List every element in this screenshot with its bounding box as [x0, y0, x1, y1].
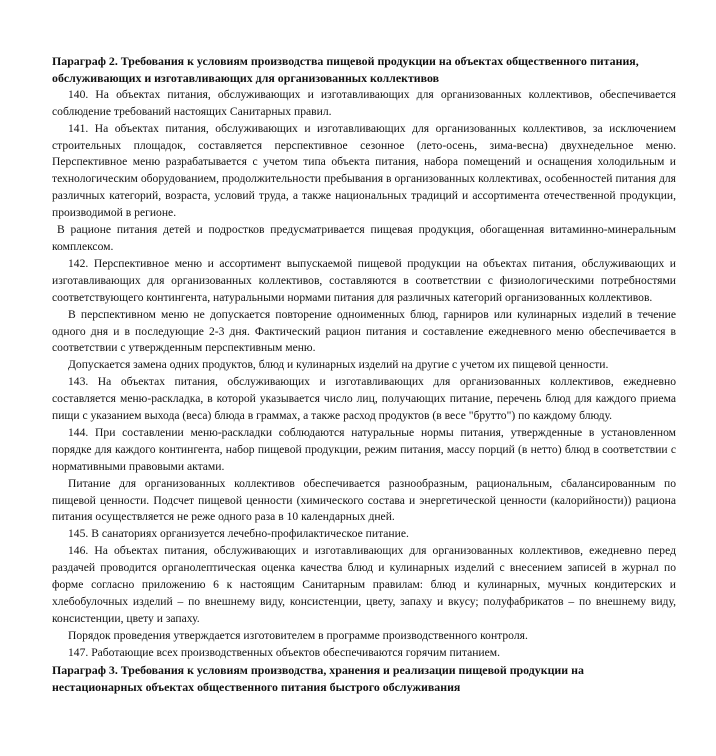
- clause-141: 141. На объектах питания, обслуживающих и изготавливающих для организованных коллективов, за исключением строительных площадок, составляется перспективное сезонное (лето-осень, зима-весна) двухнедельное меню. Перспективное меню разрабатывается с учетом типа объекта питания, набора помещений и оснащения холодильным и технологическим оборудованием, продолжительности пребывания в организованных коллективах, особенностей питания для различных категорий, возраста, условий труда, а также национальных традиций и ассортимента отечественной продукции, производимой в регионе.: [52, 121, 676, 220]
- document-page: [52, 53, 676, 695]
- clause-142-menu-repetition: В перспективном меню не допускается повторение одноименных блюд, гарниров или кулинарных изделий в течение одного дня и в последующие 2-3 дня. Фактический рацион питания и составление ежедневного меню обеспечивается в соответствии с утвержденным перспективным меню.: [52, 307, 676, 355]
- clause-145: 145. В санаториях организуется лечебно-профилактическое питание.: [68, 527, 409, 541]
- clause-144: 144. При составлении меню-раскладки соблюдаются натуральные нормы питания, утвержденные в установленном порядке для каждого контингента, набор пищевой продукции, режим питания, массу порций (в нетто) блюд в соответствии с нормативными правовыми актами.: [52, 425, 676, 473]
- section-heading-paragraph-2: Параграф 2. Требования к условиям производства пищевой продукции на объектах общественного питания, обслуживающих и изготавливающих для организованных коллективов: [52, 54, 639, 85]
- clause-141-children-nutrition: В рационе питания детей и подростков предусматривается пищевая продукция, обогащенная витаминно-минеральным комплексом.: [52, 223, 676, 253]
- section-heading-paragraph-3: Параграф 3. Требования к условиям производства, хранения и реализации пищевой продукции на нестационарных объектах общественного питания быстрого обслуживания: [52, 662, 584, 694]
- clause-140: 140. На объектах питания, обслуживающих и изготавливающих для организованных коллективов, обеспечивается соблюдение требований настоящих Санитарных правил.: [52, 87, 676, 118]
- clause-144-nutrition-value: Питание для организованных коллективов обеспечивается разнообразным, рациональным, сбалансированным по пищевой ценности. Подсчет пищевой ценности (химического состава и энергетической ценности (калорийности)) рациона питания осуществляется не реже одного раза в 10 календарных дней.: [52, 476, 676, 524]
- clause-142: 142. Перспективное меню и ассортимент выпускаемой пищевой продукции на объектах питания, обслуживающих и изготавливающих для организованных коллективов, составляются в соответствии с физиологическими потребностями соответствующего контингента, натуральными нормами питания для различных категорий организованных коллективов.: [52, 256, 676, 304]
- clause-146-procedure: Порядок проведения утверждается изготовителем в программе производственного контроля.: [68, 628, 528, 642]
- clause-143: 143. На объектах питания, обслуживающих и изготавливающих для организованных коллективов, ежедневно составляется меню-раскладка, в которой указывается число лиц, получающих питание, перечень блюд для каждого приема пищи с указанием выхода (веса) блюда в граммах, а также расход продуктов (в весе "брутто") по каждому блюду.: [52, 375, 676, 423]
- clause-146: 146. На объектах питания, обслуживающих и изготавливающих для организованных коллективов, ежедневно перед раздачей проводится органолептическая оценка качества блюд и кулинарных изделий с внесением записей в журнал по форме согласно приложению 6 к настоящим Санитарным правилам: блюд и кулинарных, мучных кондитерских и хлебобулочных изделий – по внешнему виду, консистенции, цвету, запаху и вкусу; полуфабрикатов – по внешнему виду, консистенции, цвету и запаху.: [52, 544, 676, 625]
- clause-147: 147. Работающие всех производственных объектов обеспечиваются горячим питанием.: [68, 645, 501, 659]
- clause-142-substitution: Допускается замена одних продуктов, блюд и кулинарных изделий на другие с учетом их пищевой ценности.: [68, 358, 609, 372]
